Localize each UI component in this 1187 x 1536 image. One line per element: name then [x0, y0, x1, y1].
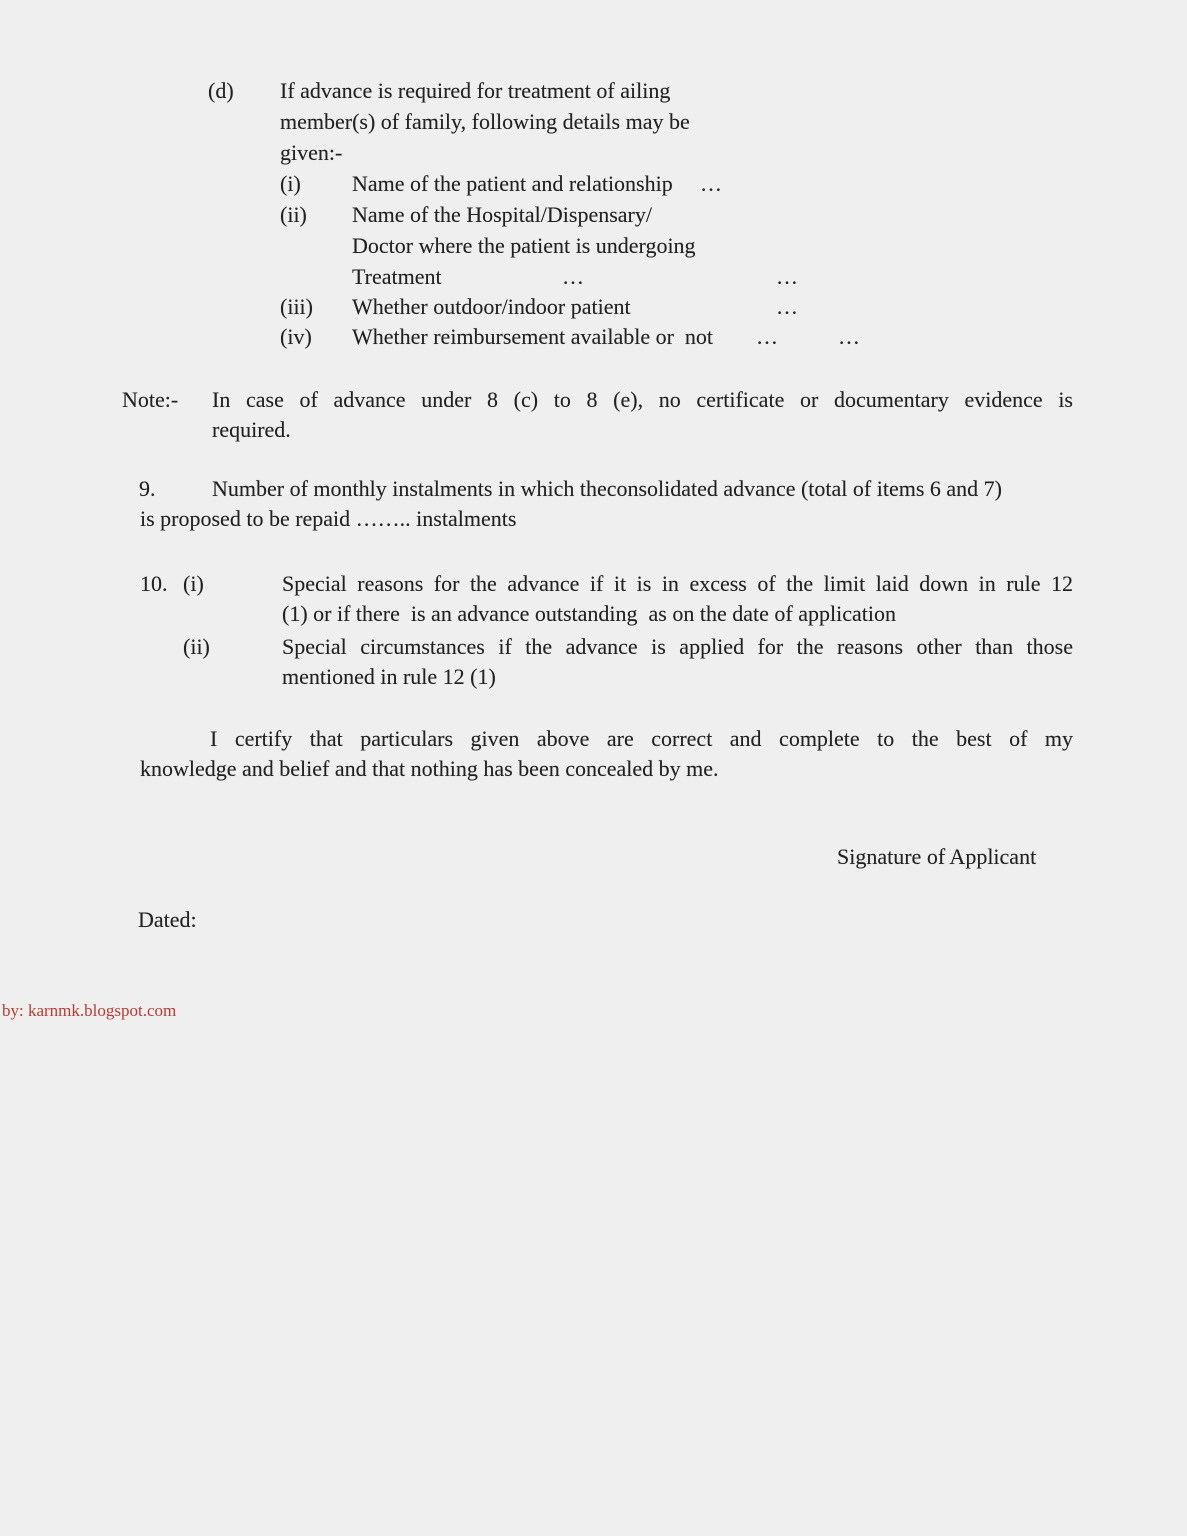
item-9-num: 9.: [139, 476, 156, 501]
item-10-num: 10.: [140, 571, 168, 596]
dotted-field: …: [776, 294, 798, 319]
dotted-field: …: [562, 264, 584, 289]
dotted-field: …: [700, 171, 722, 196]
item-10-ii-line-2: mentioned in rule 12 (1): [282, 664, 496, 689]
item-10-i-num: (i): [183, 571, 204, 596]
item-10-i-line-1: Special reasons for the advance if it is in excess of the limit laid down in rule 12: [282, 571, 1073, 596]
certification-line-2: knowledge and belief and that nothing has been concealed by me.: [140, 756, 719, 781]
note-label: Note:-: [122, 387, 179, 412]
sub-item-iv-num: (iv): [280, 324, 312, 349]
dotted-field: …: [838, 324, 860, 349]
item-9-line-1: Number of monthly instalments in which theconsolidated advance (total of items 6 and 7): [212, 476, 1002, 501]
sub-item-ii-num: (ii): [280, 202, 307, 227]
signature-of-applicant-label: Signature of Applicant: [837, 844, 1037, 869]
dotted-field: …: [756, 324, 778, 349]
dotted-field: …: [776, 264, 798, 289]
certification-line-1: I certify that particulars given above are correct and complete to the best of my: [210, 726, 1073, 751]
sub-item-ii-line-3: Treatment: [352, 264, 442, 289]
watermark-credit: by: karnmk.blogspot.com: [2, 1001, 177, 1020]
item-10-i-line-2: (1) or if there is an advance outstanding as on the date of application: [282, 601, 896, 626]
clause-d-label: (d): [208, 78, 234, 103]
clause-d-line-1: If advance is required for treatment of ailing: [280, 78, 671, 103]
note-line-2: required.: [212, 417, 291, 442]
item-10-ii-num: (ii): [183, 634, 210, 659]
dated-label: Dated:: [138, 907, 197, 932]
note-line-1: In case of advance under 8 (c) to 8 (e), no certificate or documentary evidence is: [212, 387, 1073, 412]
item-9-line-2: is proposed to be repaid …….. instalments: [140, 506, 517, 531]
sub-item-ii-line-2: Doctor where the patient is undergoing: [352, 233, 696, 258]
sub-item-iii-num: (iii): [280, 294, 313, 319]
clause-d-line-2: member(s) of family, following details may be: [280, 109, 690, 134]
sub-item-iii-text: Whether outdoor/indoor patient: [352, 294, 631, 319]
sub-item-i-text: Name of the patient and relationship: [352, 171, 673, 196]
clause-d-line-3: given:-: [280, 140, 343, 165]
sub-item-ii-line-1: Name of the Hospital/Dispensary/: [352, 202, 652, 227]
sub-item-iv-text: Whether reimbursement available or not: [352, 324, 714, 349]
item-10-ii-line-1: Special circumstances if the advance is applied for the reasons other than those: [282, 634, 1073, 659]
sub-item-i-num: (i): [280, 171, 301, 196]
